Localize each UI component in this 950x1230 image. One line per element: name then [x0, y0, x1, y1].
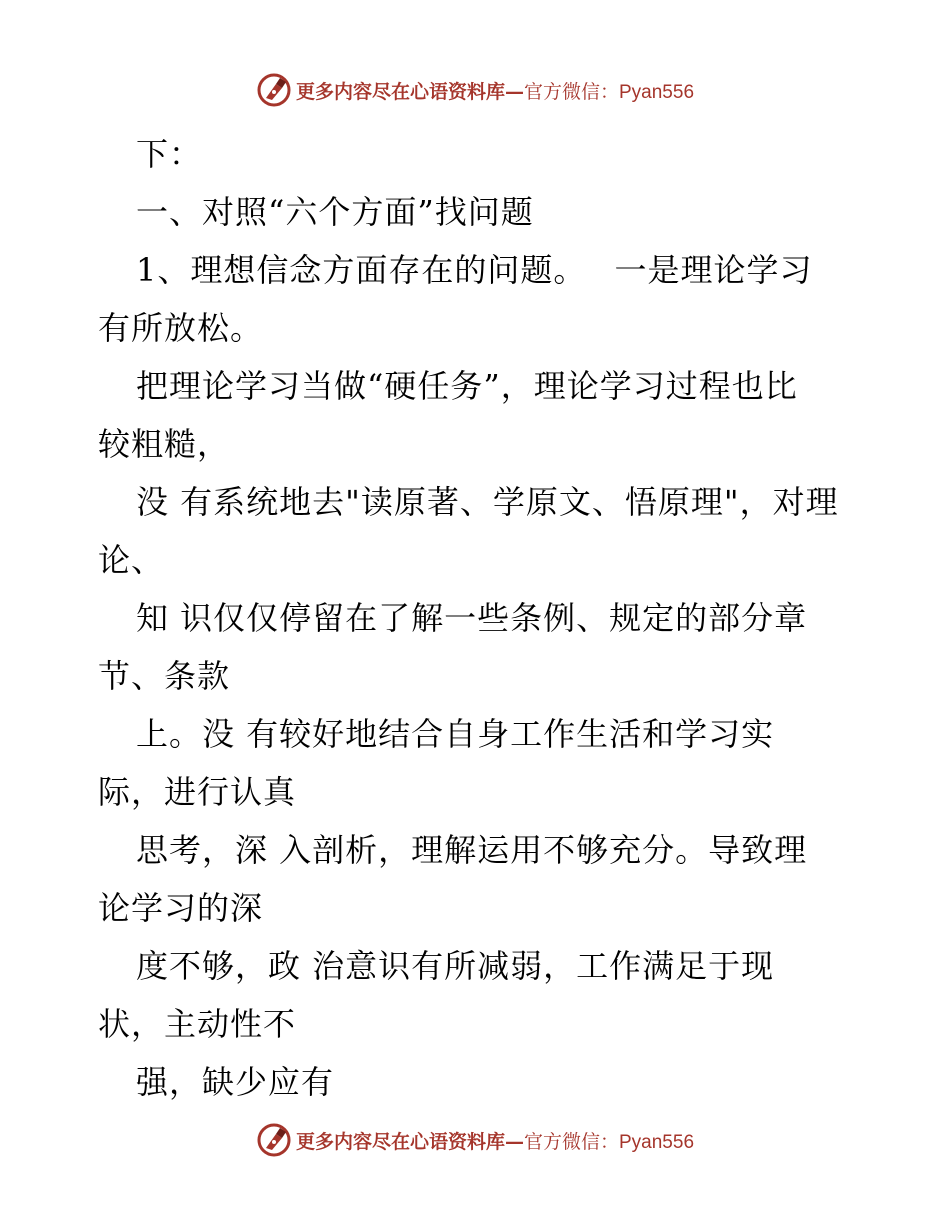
body-line: 际，进行认真: [98, 773, 297, 811]
header-banner: [0, 70, 950, 110]
body-line: 较粗糙，: [98, 425, 231, 463]
body-line: 状，主动性不: [98, 1005, 297, 1043]
body-line: 论、: [98, 541, 165, 579]
body-line: 把理论学习当做“硬任务”，理论学习过程也比: [136, 367, 798, 405]
body-line: 知 识仅仅停留在了解一些条例、规定的部分章: [136, 599, 808, 637]
banner-text: [296, 77, 694, 104]
body-line: 节、条款: [98, 657, 231, 695]
body-line: 度不够，政 治意识有所减弱，工作满足于现: [136, 947, 775, 985]
body-line: 论学习的深: [98, 889, 264, 927]
banner-site-text: 更多内容尽在心语资料库—: [295, 80, 524, 103]
pen-nib-logo-icon: [256, 1122, 292, 1158]
pen-nib-logo-icon: [256, 72, 292, 108]
banner-site-text: 更多内容尽在心语资料库—: [295, 1130, 524, 1153]
footer-banner: [0, 1120, 950, 1160]
body-line: 没 有系统地去"读原著、学原文、悟原理"，对理: [136, 483, 839, 521]
banner-wechat-text: 官方微信：Pyan556: [524, 1131, 695, 1153]
section-heading: 一、对照“六个方面”找问题: [136, 193, 534, 231]
banner-text: [296, 1127, 694, 1154]
body-line: 有所放松。: [98, 309, 264, 347]
body-line: 强，缺少应有: [136, 1063, 335, 1101]
body-line: 1、理想信念方面存在的问题。 一是理论学习: [136, 251, 813, 289]
banner-wechat-text: 官方微信：Pyan556: [524, 81, 695, 103]
body-line: 上。没 有较好地结合自身工作生活和学习实: [136, 715, 775, 753]
body-line: 思考，深 入剖析，理解运用不够充分。导致理: [136, 831, 808, 869]
body-line: 下：: [136, 135, 203, 173]
document-body: [98, 125, 868, 1111]
